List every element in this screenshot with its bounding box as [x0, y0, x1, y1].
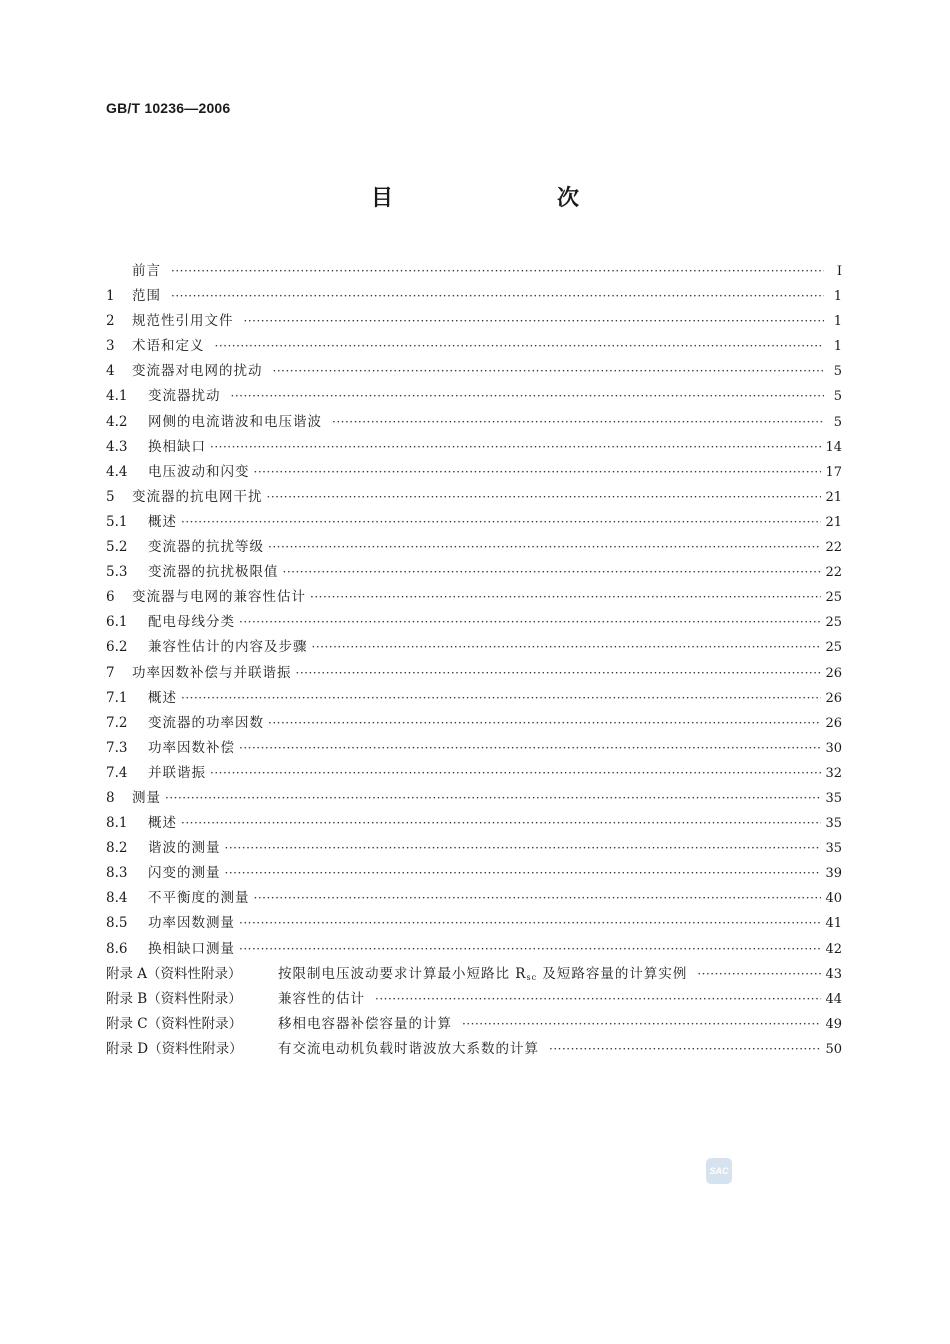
toc-leader-dots	[181, 691, 821, 705]
toc-entry-page: 41	[825, 916, 842, 932]
toc-entry-title-text: 并联谐振	[148, 764, 206, 781]
toc-entry-title	[148, 811, 177, 831]
toc-entry-title	[132, 786, 161, 806]
toc-entry-number: 7	[106, 664, 115, 681]
toc-entry-title-text: 电压波动和闪变	[148, 463, 250, 480]
toc-entry[interactable]	[106, 410, 842, 435]
toc-leader-dots	[239, 741, 821, 755]
toc-entry-title	[278, 962, 687, 982]
toc-leader-dots	[273, 364, 825, 378]
toc-entry[interactable]	[106, 585, 842, 610]
toc-leader-dots	[462, 1017, 821, 1031]
toc-entry-page: 40	[825, 891, 842, 907]
toc-entry-number: 附录 C（资料性附录）	[106, 1015, 243, 1032]
toc-entry-page: 1	[833, 339, 842, 355]
toc-entry-number: 2	[106, 313, 115, 330]
toc-entry-number: 8.6	[106, 940, 128, 957]
toc-entry[interactable]	[106, 259, 842, 284]
toc-entry-number: 7.1	[106, 689, 128, 706]
toc-entry-title	[278, 987, 365, 1007]
toc-entry[interactable]	[106, 485, 842, 510]
toc-entry-number: 8.1	[106, 815, 128, 832]
toc-entry[interactable]	[106, 334, 842, 359]
toc-entry-title	[148, 435, 206, 455]
toc-entry-page: 1	[833, 314, 842, 330]
toc-entry[interactable]	[106, 535, 842, 560]
toc-entry-title	[148, 911, 235, 931]
toc-entry-page: 26	[825, 665, 842, 681]
toc-entry-title	[148, 886, 250, 906]
toc-leader-dots	[171, 289, 824, 303]
toc-entry[interactable]	[106, 284, 842, 309]
toc-entry-title	[132, 309, 234, 329]
toc-entry[interactable]	[106, 811, 842, 836]
toc-entry-number: 4.1	[106, 388, 128, 405]
toc-entry-title-text: 功率因数补偿	[148, 739, 235, 756]
toc-entry-page: 22	[825, 540, 842, 556]
toc-entry-title-text: 变流器对电网的扰动	[132, 363, 263, 380]
toc-entry[interactable]	[106, 861, 842, 886]
toc-entry[interactable]	[106, 661, 842, 686]
toc-entry-title	[132, 359, 263, 379]
toc-entry[interactable]	[106, 635, 842, 660]
toc-entry-page: 32	[825, 765, 842, 781]
toc-entry-page: 39	[825, 866, 842, 882]
toc-entry[interactable]	[106, 510, 842, 535]
toc-entry-page: 21	[825, 514, 842, 530]
toc-entry-page: 22	[825, 565, 842, 581]
toc-entry-page: 14	[825, 439, 842, 455]
toc-entry-title-text: 范围	[132, 288, 161, 305]
toc-entry-title	[278, 1037, 539, 1057]
toc-entry-number: 6.1	[106, 614, 128, 631]
toc-entry[interactable]	[106, 836, 842, 861]
toc-leader-dots	[225, 866, 822, 880]
toc-entry-page: 42	[825, 941, 842, 957]
toc-leader-dots	[254, 891, 822, 905]
toc-entry-title	[148, 736, 235, 756]
toc-entry-title-text: 换相缺口	[148, 438, 206, 455]
toc-entry-page: 25	[825, 590, 842, 606]
toc-entry-page: 25	[825, 640, 842, 656]
toc-entry-title-text: 不平衡度的测量	[148, 890, 250, 907]
toc-entry-title	[132, 334, 205, 354]
toc-entry-number: 附录 A（资料性附录）	[106, 965, 242, 982]
toc-leader-dots	[283, 565, 822, 579]
toc-entry-title	[132, 585, 306, 605]
toc-entry-number: 5	[106, 488, 115, 505]
toc-entry-title-text: 前言	[132, 263, 161, 279]
toc-leader-dots	[549, 1042, 821, 1056]
toc-entry-title-text: 概述	[148, 689, 177, 706]
toc-entry[interactable]	[106, 962, 842, 987]
toc-entry-page: 25	[825, 615, 842, 631]
toc-leader-dots	[210, 766, 821, 780]
toc-leader-dots	[181, 515, 821, 529]
toc-entry[interactable]	[106, 736, 842, 761]
toc-entry-page: 44	[825, 991, 842, 1007]
toc-entry-title	[148, 937, 235, 957]
toc-entry-title	[148, 510, 177, 530]
toc-entry-title-text: 换相缺口测量	[148, 940, 235, 957]
toc-entry-number: 5.2	[106, 539, 128, 556]
toc-entry-title-text: 变流器的抗扰极限值	[148, 564, 279, 581]
toc-entry-title	[148, 560, 279, 580]
toc-entry[interactable]	[106, 987, 842, 1012]
toc-entry[interactable]	[106, 1012, 842, 1037]
toc-entry-title-text: 功率因数补偿与并联谐振	[132, 664, 292, 681]
toc-entry-title	[148, 686, 177, 706]
toc-entry-title-text: 变流器的抗电网干扰	[132, 488, 263, 505]
toc-entry-number: 6	[106, 589, 115, 606]
toc-leader-dots	[332, 415, 824, 429]
toc-leader-dots	[267, 490, 822, 504]
toc-entry[interactable]	[106, 560, 842, 585]
toc-entry-number: 5.1	[106, 513, 128, 530]
toc-entry-title-text: 概述	[148, 513, 177, 530]
table-of-contents	[106, 259, 842, 1062]
toc-entry[interactable]	[106, 711, 842, 736]
toc-entry-title	[148, 711, 264, 731]
toc-entry-title-text: 有交流电动机负载时谐波放大系数的计算	[278, 1040, 539, 1057]
toc-entry-title	[148, 635, 308, 655]
toc-entry-number: 4.4	[106, 463, 128, 480]
toc-entry-page: 26	[825, 690, 842, 706]
toc-entry[interactable]	[106, 686, 842, 711]
toc-entry[interactable]	[106, 937, 842, 962]
toc-entry[interactable]	[106, 1037, 842, 1062]
toc-leader-dots	[296, 666, 822, 680]
toc-entry-title	[148, 836, 221, 856]
toc-entry-title	[148, 861, 221, 881]
toc-entry-page: Ⅰ	[836, 264, 842, 279]
toc-leader-dots	[239, 615, 821, 629]
toc-entry[interactable]	[106, 761, 842, 786]
toc-entry-title-text: 变流器与电网的兼容性估计	[132, 589, 306, 606]
toc-entry-title-subscript: sc	[526, 972, 538, 982]
toc-leader-dots	[171, 264, 824, 278]
toc-entry-title-tail: 及短路容量的计算实例	[537, 965, 688, 982]
toc-leader-dots	[210, 440, 821, 454]
toc-entry[interactable]	[106, 309, 842, 334]
toc-entry-page: 35	[825, 816, 842, 832]
toc-entry-number: 7.4	[106, 764, 128, 781]
toc-entry-number: 7.2	[106, 714, 128, 731]
toc-entry-number: 6.2	[106, 639, 128, 656]
toc-entry-number: 8.3	[106, 865, 128, 882]
toc-leader-dots	[254, 465, 822, 479]
toc-leader-dots	[375, 992, 821, 1006]
toc-entry-title	[148, 610, 235, 630]
toc-entry-number: 附录 D（资料性附录）	[106, 1040, 243, 1057]
toc-entry-title-text: 闪变的测量	[148, 865, 221, 882]
toc-entry-number: 8.5	[106, 915, 128, 932]
toc-entry-page: 50	[825, 1041, 842, 1057]
toc-entry-number: 8	[106, 789, 115, 806]
toc-entry[interactable]	[106, 886, 842, 911]
toc-entry-title-text: 配电母线分类	[148, 614, 235, 631]
toc-entry-title	[132, 284, 161, 304]
toc-entry-number: 5.3	[106, 564, 128, 581]
toc-entry-title-text: 变流器的功率因数	[148, 714, 264, 731]
toc-entry[interactable]	[106, 786, 842, 811]
toc-leader-dots	[244, 314, 825, 328]
toc-entry-title	[132, 485, 263, 505]
toc-entry-page: 5	[833, 414, 842, 430]
toc-entry-number: 3	[106, 338, 115, 355]
toc-entry-title	[148, 460, 250, 480]
toc-entry-page: 5	[833, 389, 842, 405]
toc-leader-dots	[215, 339, 825, 353]
toc-entry-number: 8.4	[106, 890, 128, 907]
toc-entry-title	[148, 410, 322, 430]
toc-entry-title	[278, 1012, 452, 1032]
toc-entry-number: 4.2	[106, 413, 128, 430]
toc-entry-title	[148, 384, 221, 404]
toc-entry-page: 5	[833, 364, 842, 380]
toc-entry-title-text: 规范性引用文件	[132, 313, 234, 330]
toc-entry-page: 17	[825, 464, 842, 480]
toc-entry-title	[148, 535, 264, 555]
toc-leader-dots	[268, 540, 821, 554]
toc-entry[interactable]	[106, 460, 842, 485]
toc-entry-page: 26	[825, 715, 842, 731]
toc-entry[interactable]	[106, 435, 842, 460]
toc-entry-number: 4	[106, 363, 115, 380]
toc-entry[interactable]	[106, 359, 842, 384]
toc-entry-number: 附录 B（资料性附录）	[106, 990, 242, 1007]
toc-entry-page: 35	[825, 841, 842, 857]
sac-logo-icon: SAC	[706, 1158, 732, 1184]
toc-entry[interactable]	[106, 384, 842, 409]
toc-leader-dots	[312, 640, 822, 654]
toc-entry-title-text: 测量	[132, 789, 161, 806]
toc-entry-title-text: 概述	[148, 815, 177, 832]
toc-entry-page: 30	[825, 740, 842, 756]
toc-entry[interactable]	[106, 911, 842, 936]
toc-leader-dots	[225, 841, 822, 855]
toc-leader-dots	[697, 967, 821, 981]
page-title: 目 次	[370, 186, 619, 211]
toc-leader-dots	[239, 942, 821, 956]
toc-entry-title	[148, 761, 206, 781]
toc-entry-page: 43	[825, 966, 842, 982]
toc-entry-page: 49	[825, 1016, 842, 1032]
toc-entry-title-text: 兼容性估计的内容及步骤	[148, 639, 308, 656]
toc-entry-title	[132, 259, 161, 279]
toc-entry[interactable]	[106, 610, 842, 635]
toc-leader-dots	[165, 791, 821, 805]
toc-leader-dots	[239, 916, 821, 930]
toc-entry-page: 1	[833, 289, 842, 305]
standard-code: GB/T 10236—2006	[106, 100, 231, 116]
toc-entry-title-text: 移相电容器补偿容量的计算	[278, 1015, 452, 1032]
toc-leader-dots	[231, 389, 825, 403]
toc-entry-title-text: 功率因数测量	[148, 915, 235, 932]
toc-entry-title-text: 按限制电压波动要求计算最小短路比 R	[278, 965, 527, 982]
toc-leader-dots	[310, 590, 821, 604]
toc-entry-number: 8.2	[106, 840, 128, 857]
toc-entry-title-text: 谐波的测量	[148, 840, 221, 857]
toc-entry-title-text: 变流器扰动	[148, 388, 221, 405]
toc-entry-number: 7.3	[106, 739, 128, 756]
toc-entry-title	[132, 661, 292, 681]
toc-entry-page: 21	[825, 489, 842, 505]
toc-entry-title-text: 兼容性的估计	[278, 990, 365, 1007]
toc-entry-title-text: 术语和定义	[132, 338, 205, 355]
toc-leader-dots	[268, 716, 821, 730]
toc-entry-title-text: 网侧的电流谐波和电压谐波	[148, 413, 322, 430]
toc-entry-page: 35	[825, 790, 842, 806]
toc-entry-number: 4.3	[106, 438, 128, 455]
toc-entry-title-text: 变流器的抗扰等级	[148, 539, 264, 556]
toc-leader-dots	[181, 816, 821, 830]
toc-entry-number: 1	[106, 288, 115, 305]
